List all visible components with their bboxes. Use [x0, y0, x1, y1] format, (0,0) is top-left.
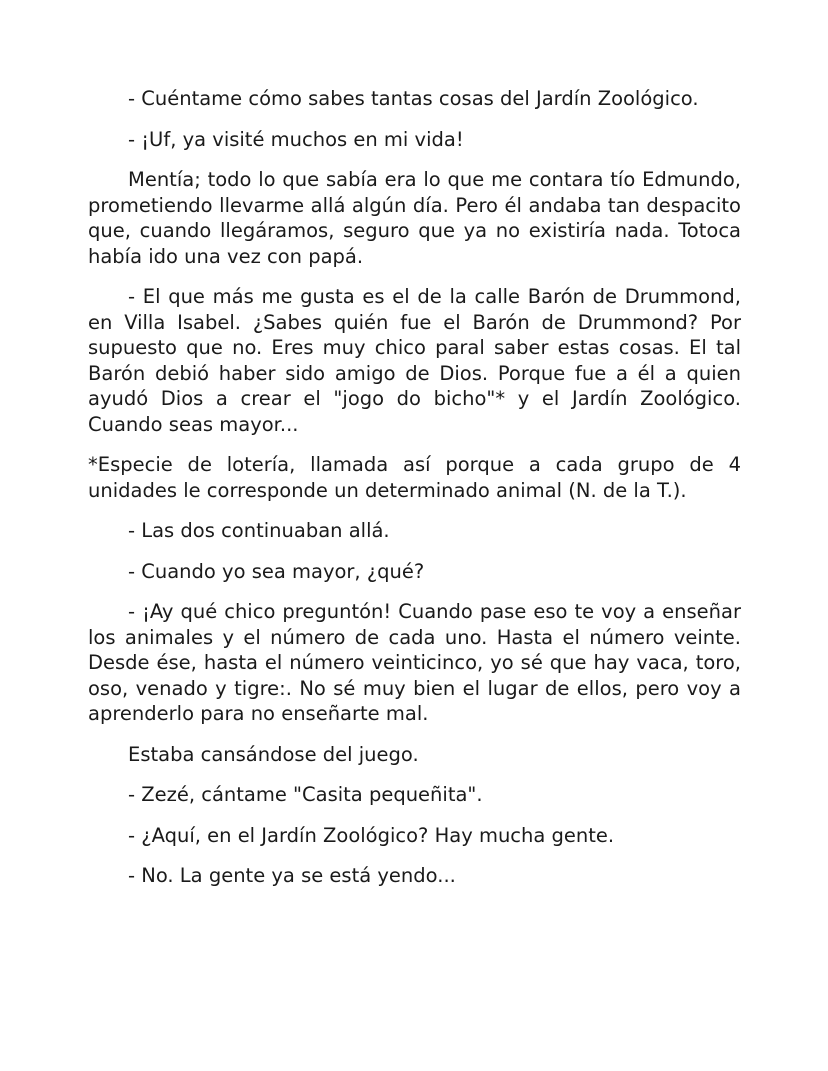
- dialogue-paragraph: - ¡Uf, ya visité muchos en mi vida!: [128, 127, 464, 151]
- narrative-paragraph: Mentía; todo lo que sabía era lo que me contara tío Edmundo, prometiendo llevarme allá algún día. Pero él andaba tan despacito que, cuando llegáramos, seguro que ya no existiría nada. Totoca había ido una vez con papá.: [88, 168, 741, 268]
- narrative-paragraph: - Las dos continuaban allá.: [128, 519, 390, 542]
- dialogue-paragraph: - ¿Aquí, en el Jardín Zoológico? Hay mucha gente.: [128, 823, 615, 847]
- dialogue-paragraph: - Zezé, cántame "Casita pequeñita".: [128, 783, 483, 806]
- footnote-paragraph: *Especie de lotería, llamada así porque a cada grupo de 4 unidades le corresponde un determinado animal (N. de la T.).: [88, 453, 741, 502]
- dialogue-paragraph: - Cuéntame cómo sabes tantas cosas del Jardín Zoológico.: [128, 87, 699, 110]
- dialogue-paragraph: - No. La gente ya se está yendo...: [128, 864, 456, 887]
- dialogue-paragraph: - Cuando yo sea mayor, ¿qué?: [128, 559, 425, 583]
- narrative-paragraph: Estaba cansándose del juego.: [128, 742, 419, 766]
- dialogue-paragraph: - El que más me gusta es el de la calle Barón de Drummond, en Villa Isabel. ¿Sabes quién fue el Barón de Drummond? Por supuesto que no. Eres muy chico paral saber estas cosas. El tal Barón debió haber sido amigo de Dios. Porque fue a él a quien ayudó Dios a crear el "jogo do bicho"* y el Jardín Zoológico. Cuando seas mayor...: [88, 285, 741, 436]
- document-page: [88, 86, 741, 904]
- dialogue-paragraph: - ¡Ay qué chico preguntón! Cuando pase eso te voy a enseñar los animales y el número de cada uno. Hasta el número veinte. Desde ése, hasta el número veinticinco, yo sé que hay vaca, toro, oso, venado y tigre:. No sé muy bien el lugar de ellos, pero voy a aprenderlo para no enseñarte mal.: [88, 600, 741, 725]
